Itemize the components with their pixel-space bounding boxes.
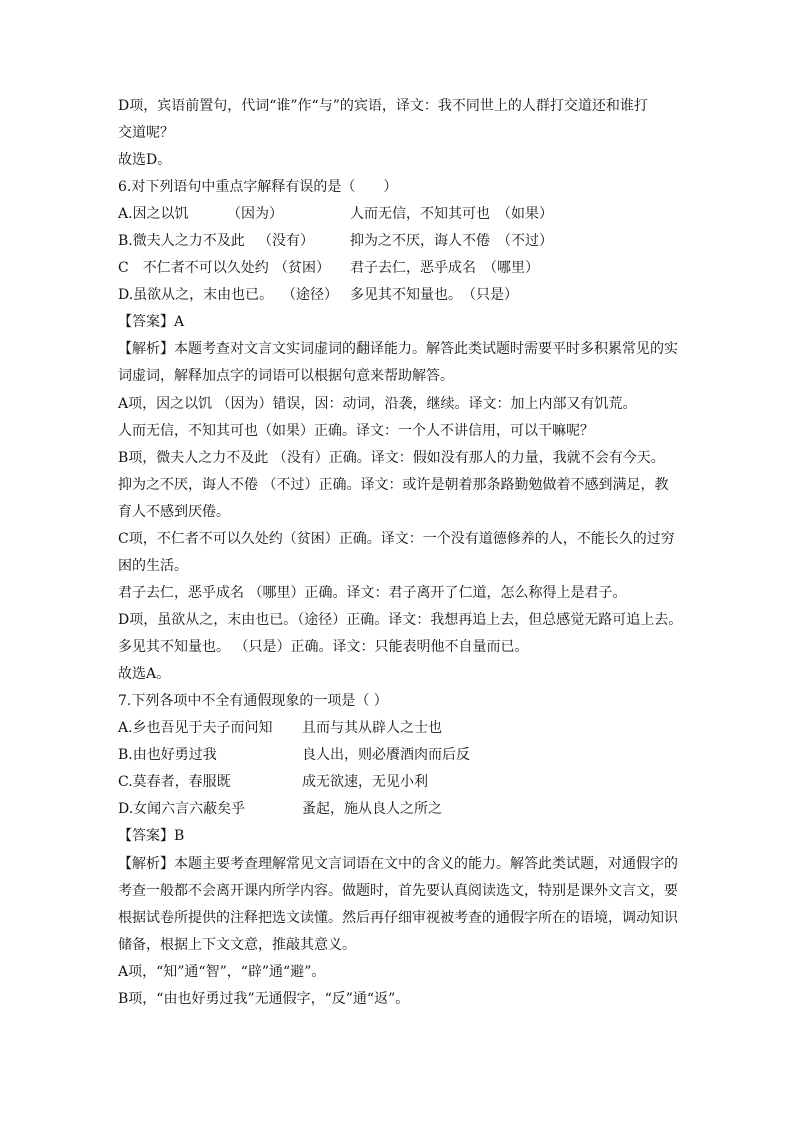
q7-option-a [118,719,678,737]
text-line: 根据试卷所提供的注释把选文读懂。然后再仔细审视被考查的通假字所在的语境，调动知识 [118,910,678,926]
q7-option-d [118,800,678,818]
q7-option-c-text: C.莫春者，春服既 [118,774,231,790]
q6-option-d [118,286,678,304]
q6-option-a-second: 人而无信，不知其可也 （如果） [350,206,553,222]
q7-option-c [118,773,678,791]
text-line: 交道呢？ [118,125,174,141]
q6-option-d-meaning: （途径） [282,287,338,303]
q7-option-b-second: 良人出，则必餍酒肉而后反 [302,747,470,763]
text-line: B项，“由也好勇过我”无通假字，“反”通“返”。 [118,991,410,1007]
text-line: 词虚词，解释加点字的词语可以根据句意来帮助解答。 [118,368,454,384]
text-line: D项，虽欲从之，末由也已。（途径）正确。译文：我想再追上去，但总感觉无路可追上去。 [118,612,683,628]
text-line: 抑为之不厌，诲人不倦 （不过）正确。译文：或许是朝着那条路勤勉做着不感到满足，教 [118,477,669,493]
text-line: 君子去仁，恶乎成名 （哪里）正确。译文：君子离开了仁道，怎么称得上是君子。 [118,585,627,601]
q7-option-a-second: 且而与其从辟人之士也 [302,720,442,736]
q6-option-a-text: A.因之以饥 [118,206,189,222]
text-line: 考查一般都不会离开课内所学内容。做题时，首先要认真阅读选文，特别是课外文言文，要 [118,883,678,899]
q6-option-c [118,259,678,277]
text-line: 育人不感到厌倦。 [118,504,230,520]
q6-option-b [118,232,678,250]
q6-option-a [118,205,678,223]
q7-option-d-second: 蚤起，施从良人之所之 [302,801,442,817]
q7-option-b [118,746,678,764]
q6-option-c-meaning: （贫困） [274,260,330,276]
text-line: B项，微夫人之力不及此 （没有）正确。译文：假如没有那人的力量，我就不会有今天。 [118,450,665,466]
q6-option-b-meaning: （没有） [258,233,314,249]
text-line: A项，“知”通“智”，“辟”通“避”。 [118,964,326,980]
q6-option-c-text: C 不仁者不可以久处约 [118,260,269,276]
text-line: 困的生活。 [118,558,188,574]
text-line: 故选A。 [118,666,171,682]
analysis-6: 【解析】本题考查对文言文实词虚词的翻译能力。解答此类试题时需要平时多积累常见的实 [118,341,678,357]
q6-option-a-meaning: （因为） [227,206,283,222]
q7-option-c-second: 成无欲速，无见小利 [302,774,428,790]
q6-option-d-text: D.虽欲从之，末由也已。 [118,287,274,303]
answer-7: 【答案】B [118,828,185,844]
answer-6: 【答案】A [118,314,185,330]
text-line: D项，宾语前置句，代词“谁”作“与”的宾语，译文：我不同世上的人群打交道还和谁打 [118,98,648,114]
text-line: 储备，根据上下文文意，推敲其意义。 [118,937,356,953]
q6-option-b-second: 抑为之不厌，诲人不倦 （不过） [350,233,553,249]
question-7-title: 7.下列各项中不全有通假现象的一项是（ ） [118,693,388,709]
text-line: C项，不仁者不可以久处约（贫困）正确。译文：一个没有道德修养的人，不能长久的过穷 [118,531,675,547]
q7-option-d-text: D.女闻六言六蔽矣乎 [118,801,246,817]
q6-option-d-second: 多见其不知量也。 （只是） [350,287,518,303]
text-line: 故选D。 [118,152,172,168]
analysis-7: 【解析】本题主要考查理解常见文言词语在文中的含义的能力。解答此类试题，对通假字的 [118,856,678,872]
text-line: 人而无信，不知其可也（如果）正确。译文：一个人不讲信用，可以干嘛呢？ [118,423,594,439]
q7-option-a-text: A.乡也吾见于夫子而问知 [118,720,273,736]
q6-option-b-text: B.微夫人之力不及此 [118,233,245,249]
text-line: A项，因之以饥 （因为）错误，因：动词，沿袭，继续。译文：加上内部又有饥荒。 [118,396,637,412]
q6-option-c-second: 君子去仁，恶乎成名 （哪里） [350,260,539,276]
text-line: 多见其不知量也。 （只是）正确。译文：只能表明他不自量而已。 [118,639,529,655]
q7-option-b-text: B.由也好勇过我 [118,747,217,763]
question-6-title: 6.对下列语句中重点字解释有误的是（ ） [118,179,398,195]
